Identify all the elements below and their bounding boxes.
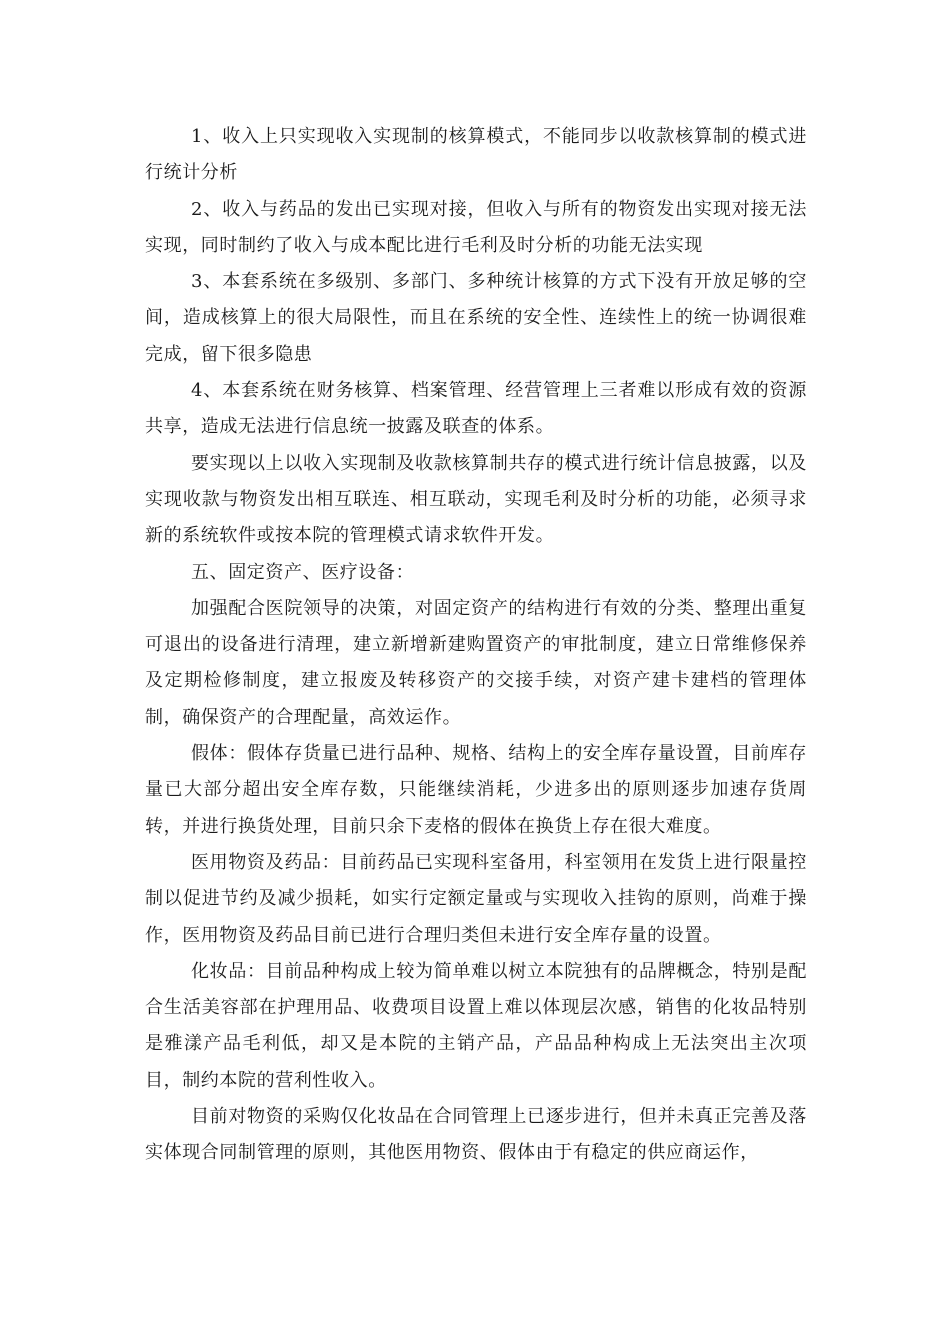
paragraph-medical-supplies: 医用物资及药品：目前药品已实现科室备用，科室领用在发货上进行限量控制以促进节约及减少损耗，如实行定额定量或与实现收入挂钩的原则，尚难于操作，医用物资及药品目前已进行合理归类但未进行安全库存量的设置。 <box>145 851 807 946</box>
paragraph-prosthesis: 假体：假体存货量已进行品种、规格、结构上的安全库存量设置，目前库存量已大部分超出安全库存数，只能继续消耗，少进多出的原则逐步加速存货周转，并进行换货处理，目前只余下麦格的假体在换货上存在很大难度。 <box>145 743 807 837</box>
paragraph-summary: 要实现以上以收入实现制及收款核算制共存的模式进行统计信息披露，以及实现收款与物资发出相互联连、相互联动，实现毛利及时分析的功能，必须寻求新的系统软件或按本院的管理模式请求软件开发。 <box>145 452 807 547</box>
paragraph-procurement: 目前对物资的采购仅化妆品在合同管理上已逐步进行，但并未真正完善及落实体现合同制管理的原则，其他医用物资、假体由于有稳定的供应商运作， <box>145 1106 807 1164</box>
section-heading-fixed-assets: 五、固定资产、医疗设备： <box>191 561 415 583</box>
paragraph-item-3: 3、本套系统在多级别、多部门、多种统计核算的方式下没有开放足够的空间，造成核算上的很大局限性，而且在系统的安全性、连续性上的统一协调很难完成，留下很多隐患 <box>145 271 807 365</box>
document-body <box>145 119 807 1172</box>
paragraph-item-2: 2、收入与药品的发出已实现对接，但收入与所有的物资发出实现对接无法实现，同时制约了收入与成本配比进行毛利及时分析的功能无法实现 <box>145 198 807 256</box>
paragraph-cosmetics: 化妆品：目前品种构成上较为简单难以树立本院独有的品牌概念，特别是配合生活美容部在护理用品、收费项目设置上难以体现层次感，销售的化妆品特别是雅漾产品毛利低，却又是本院的主销产品，产品品种构成上无法突出主次项目，制约本院的营利性收入。 <box>145 960 807 1091</box>
paragraph-fixed-assets: 加强配合医院领导的决策，对固定资产的结构进行有效的分类、整理出重复可退出的设备进行清理，建立新增新建购置资产的审批制度，建立日常维修保养及定期检修制度，建立报废及转移资产的交接手续，对资产建卡建档的管理体制，确保资产的合理配量，高效运作。 <box>145 597 807 728</box>
paragraph-item-4: 4、本套系统在财务核算、档案管理、经营管理上三者难以形成有效的资源共享，造成无法进行信息统一披露及联查的体系。 <box>145 380 807 438</box>
paragraph-item-1: 1、收入上只实现收入实现制的核算模式，不能同步以收款核算制的模式进行统计分析 <box>145 126 807 184</box>
